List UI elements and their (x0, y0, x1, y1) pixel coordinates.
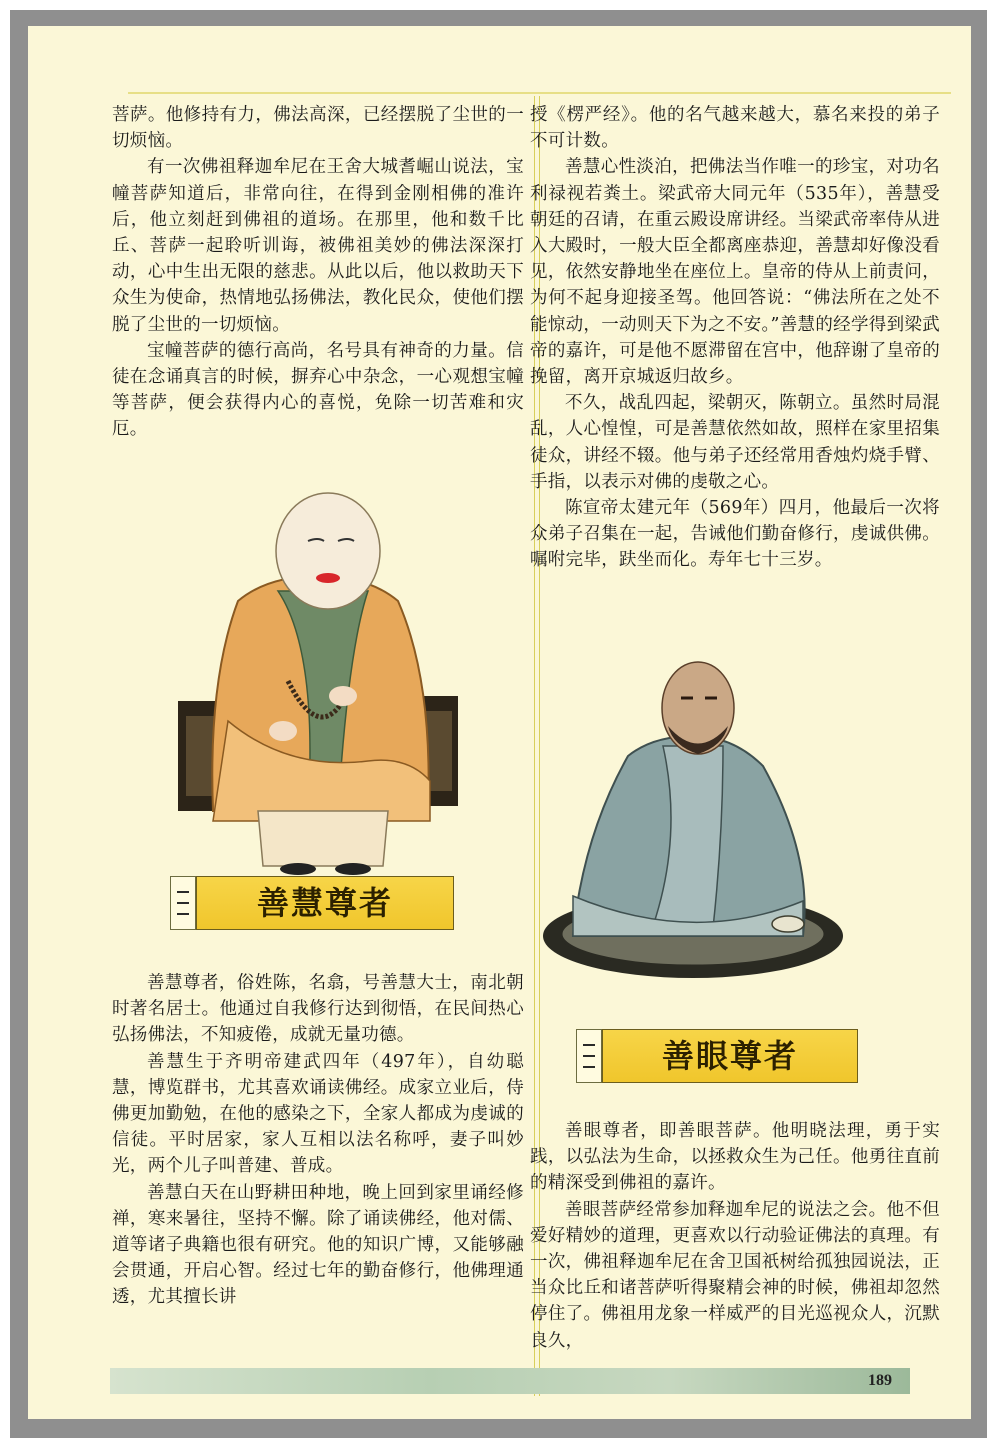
right-column-top (530, 102, 940, 574)
shanyan-monk-illustration (533, 636, 843, 981)
top-rule (128, 92, 951, 94)
left-column-top (112, 102, 524, 443)
heading-marker (170, 876, 196, 930)
heading-shanhui (170, 876, 454, 930)
paragraph: 菩萨。他修持有力，佛法高深，已经摆脱了尘世的一切烦恼。 (112, 105, 524, 152)
paragraph: 有一次佛祖释迦牟尼在王舍大城耆崛山说法，宝幢菩萨知道后，非常向往，在得到金刚相佛的准许后，他立刻赶到佛祖的道场。在那里，他和数千比丘、菩萨一起聆听训诲，被佛祖美妙的佛法深深打动，心中生出无限的慈悲。从此以后，他以救助天下众生为使命，热情地弘扬佛法，教化民众，使他们摆脱了尘世的一切烦恼。 (112, 157, 524, 335)
right-column-bottom (530, 1118, 940, 1354)
paragraph: 善眼菩萨经常参加释迦牟尼的说法之会。他不但爱好精妙的道理，更喜欢以行动验证佛法的真理。有一次，佛祖释迦牟尼在舍卫国祇树给孤独园说法，正当众比丘和诸菩萨听得聚精会神的时候，佛祖却忽然停住了。佛祖用龙象一样威严的目光巡视众人，沉默良久， (530, 1199, 940, 1351)
paragraph: 善慧生于齐明帝建武四年（497年），自幼聪慧，博览群书，尤其喜欢诵读佛经。成家立业后，侍佛更加勤勉，在他的感染之下，全家人都成为虔诚的信徒。平时居家，家人互相以法名称呼，妻子叫妙光，两个儿子叫普建、普成。 (112, 1051, 524, 1177)
paragraph: 善慧尊者，俗姓陈，名翕，号善慧大士，南北朝时著名居士。他通过自我修行达到彻悟，在民间热心弘扬佛法，不知疲倦，成就无量功德。 (112, 973, 524, 1046)
paragraph: 善慧白天在山野耕田种地，晚上回到家里诵经修禅，寒来暑往，坚持不懈。除了诵读佛经，他对儒、道等诸子典籍也很有研究。他的知识广博，又能够融会贯通，开启心智。经过七年的勤奋修行，他佛理通透，尤其擅长讲 (112, 1182, 524, 1308)
paragraph: 陈宣帝太建元年（569年）四月，他最后一次将众弟子召集在一起，告诫他们勤奋修行，虔诚供佛。嘱咐完毕，趺坐而化。寿年七十三岁。 (530, 498, 940, 571)
heading-marker (576, 1029, 602, 1083)
book-page (28, 26, 971, 1419)
heading-shanyan (576, 1029, 858, 1083)
paragraph: 善眼尊者，即善眼菩萨。他明晓法理，勇于实践，以弘法为生命，以拯救众生为己任。他勇往直前的精深受到佛祖的嘉许。 (530, 1121, 940, 1194)
paragraph: 宝幢菩萨的德行高尚，名号具有神奇的力量。信徒在念诵真言的时候，摒弃心中杂念，一心观想宝幢等菩萨，便会获得内心的喜悦，免除一切苦难和灾厄。 (112, 340, 524, 440)
paragraph: 善慧心性淡泊，把佛法当作唯一的珍宝，对功名利禄视若粪土。梁武帝大同元年（535年），善慧受朝廷的召请，在重云殿设席讲经。当梁武帝率侍从进入大殿时，一般大臣全都离座恭迎，善慧却好像没看见，依然安静地坐在座位上。皇帝的侍从上前责问，为何不起身迎接圣驾。他回答说：“佛法所在之处不能惊动，一动则天下为之不安。”善慧的经学得到梁武帝的嘉许，可是他不愿滞留在宫中，他辞谢了皇帝的挽留，离开京城返归故乡。 (530, 157, 940, 388)
paragraph: 不久，战乱四起，梁朝灭，陈朝立。虽然时局混乱，人心惶惶，可是善慧依然如故，照样在家里招集徒众，讲经不辍。他与弟子还经常用香烛灼烧手臂、手指，以表示对佛的虔敬之心。 (530, 393, 940, 492)
heading-title: 善眼尊者 (602, 1029, 858, 1083)
shanhui-monk-illustration (168, 481, 488, 876)
paragraph: 授《楞严经》。他的名气越来越大，慕名来投的弟子不可计数。 (530, 105, 940, 152)
page-number: 189 (868, 1372, 892, 1389)
footer-bar (110, 1368, 910, 1394)
heading-title: 善慧尊者 (196, 876, 454, 930)
left-column-bottom (112, 970, 524, 1311)
